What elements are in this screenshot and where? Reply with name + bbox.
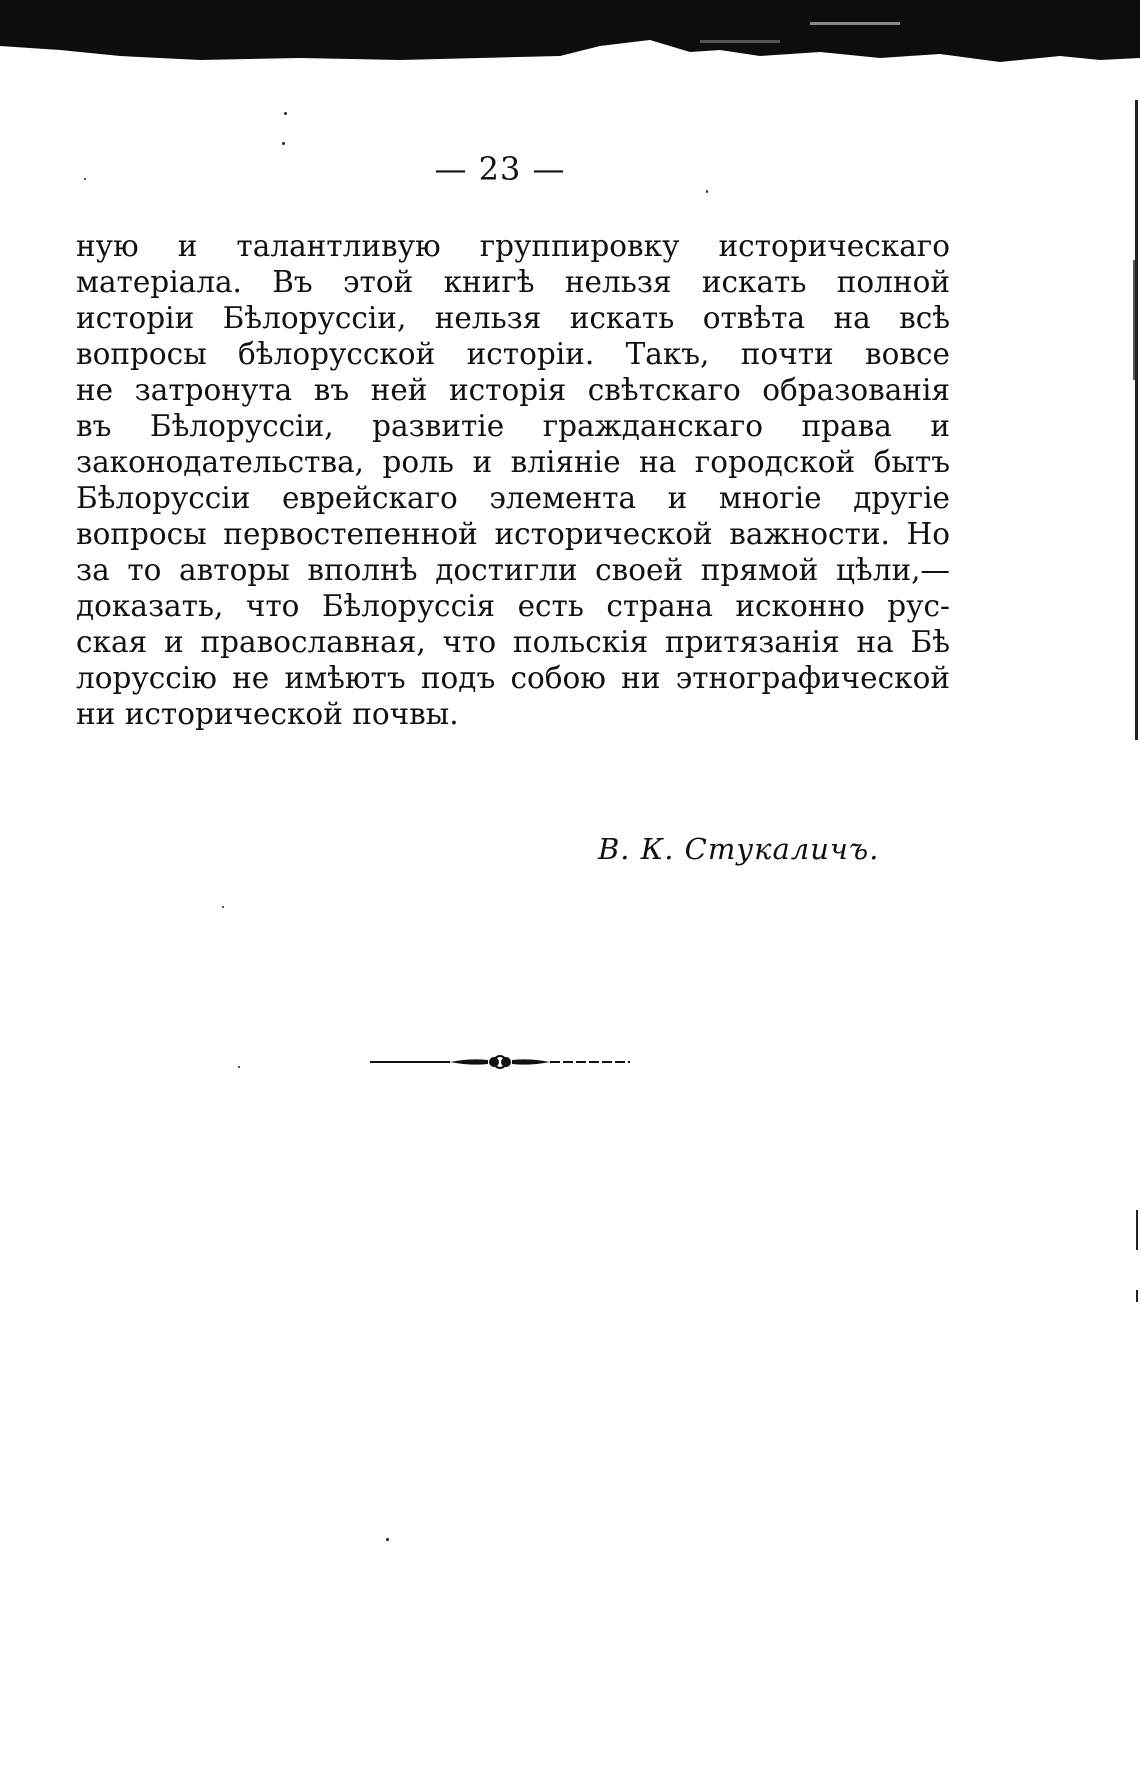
text-line: матеріала. Въ этой книгѣ нельзя искать полной	[76, 265, 950, 299]
body-paragraph	[76, 228, 950, 732]
text-line: ни исторической почвы.	[76, 697, 459, 731]
text-line: исторіи Бѣлоруссіи, нельзя искать отвѣта на всѣ	[76, 301, 950, 335]
divider-ornament	[370, 1050, 630, 1074]
scan-speck	[84, 178, 86, 180]
text-line: за то авторы вполнѣ достигли своей прямой цѣли,—	[76, 553, 950, 587]
scan-speck	[386, 1538, 389, 1541]
scan-speck	[284, 112, 287, 115]
text-line: въ Бѣлоруссіи, развитіе гражданскаго права и	[76, 409, 950, 443]
text-line: Бѣлоруссіи еврейскаго элемента и многіе другіе	[76, 481, 950, 515]
text-line: не затронута въ ней исторія свѣтскаго образованія	[76, 373, 950, 407]
text-line: вопросы бѣлорусской исторіи. Такъ, почти вовсе	[76, 337, 950, 371]
text-line: законодательства, роль и вліяніе на городской бытъ	[76, 445, 950, 479]
text-line: лоруссію не имѣютъ подъ собою ни этнографической	[76, 661, 950, 695]
scan-top-edge	[0, 0, 1140, 64]
text-line: доказать, что Бѣлоруссія есть страна исконно рус-	[76, 589, 950, 623]
text-line: вопросы первостепенной исторической важности. Но	[76, 517, 950, 551]
page-number: — 23 —	[434, 150, 566, 188]
text-line: ская и православная, что польскія притязанія на Бѣ	[76, 625, 950, 659]
scan-speck	[222, 906, 224, 908]
scan-right-edge	[1124, 60, 1140, 1760]
scan-speck	[238, 1066, 240, 1068]
scan-speck	[282, 142, 285, 145]
author-signature: В. К. Стукаличъ.	[598, 832, 880, 866]
scan-speck	[706, 190, 708, 193]
text-line: ную и талантливую группировку историческаго	[76, 229, 950, 263]
